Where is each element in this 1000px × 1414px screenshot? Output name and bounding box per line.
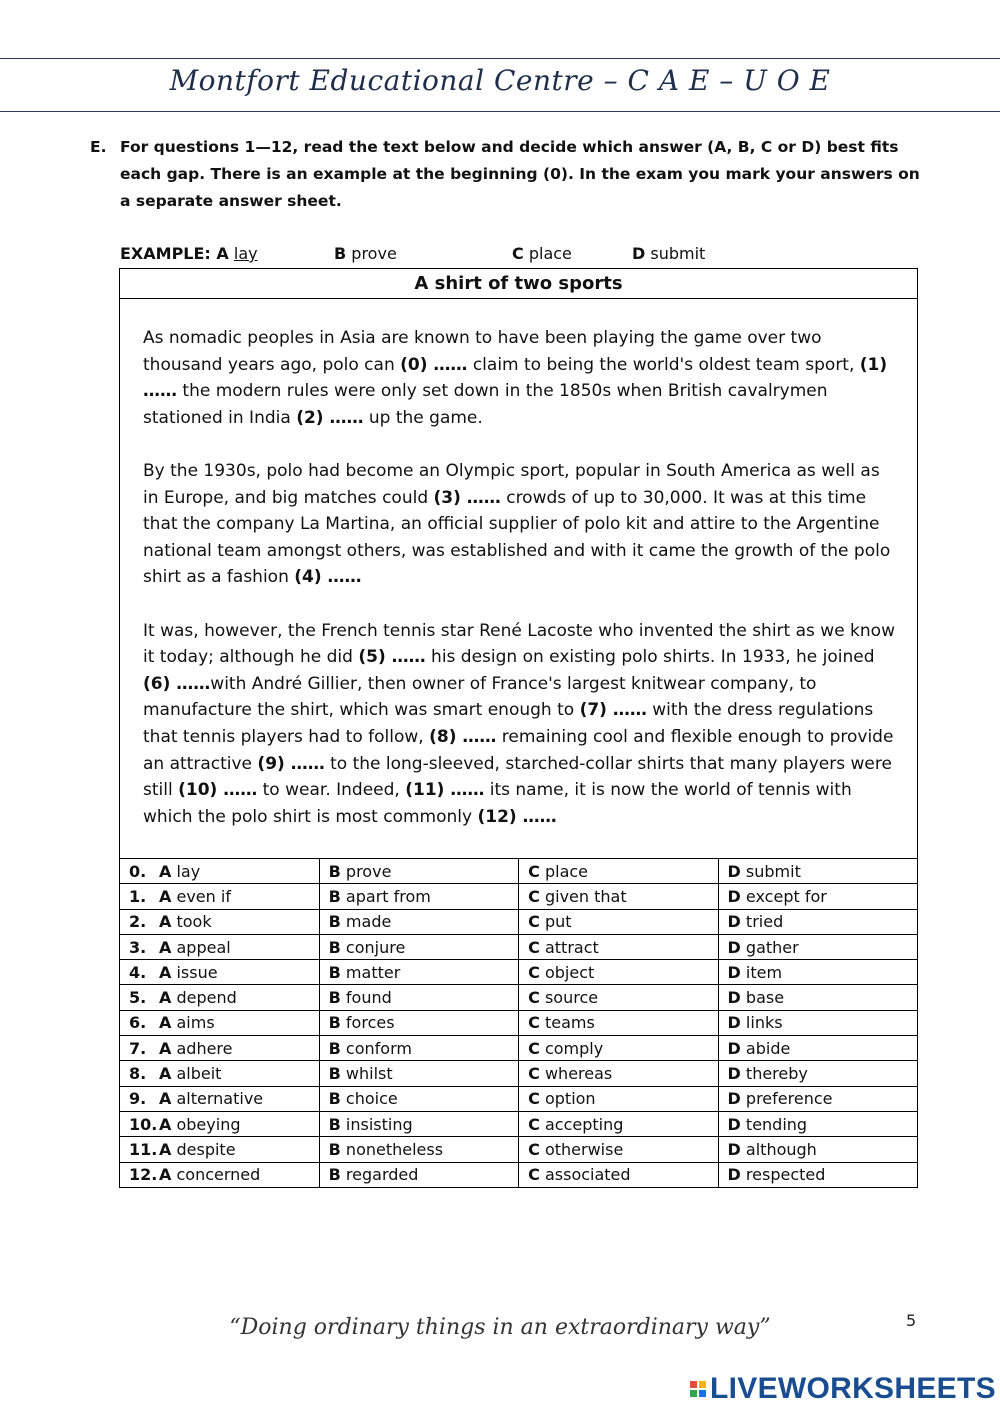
options-row-7: [120, 1036, 918, 1061]
gap-1: (1) ……: [143, 354, 888, 402]
option-letter: C: [528, 988, 540, 1008]
option-letter: B: [328, 1139, 341, 1159]
option-text: despite: [176, 1139, 236, 1159]
gap-8: (8) ……: [429, 726, 497, 747]
header-rule-bottom: [0, 111, 1000, 112]
option-0-c: [519, 859, 718, 884]
option-letter: C: [528, 1089, 540, 1109]
question-number: 11.: [129, 1139, 158, 1159]
option-letter: C: [528, 937, 540, 957]
options-row-10: [120, 1111, 918, 1136]
option-0-b: [319, 859, 519, 884]
option-letter: D: [727, 912, 741, 932]
option-7-a: [120, 1036, 320, 1061]
option-0-d: [718, 859, 917, 884]
option-5-b: [319, 985, 519, 1010]
option-letter: A: [159, 1064, 172, 1084]
option-10-c: [519, 1111, 718, 1136]
gap-5: (5) ……: [358, 647, 426, 668]
option-letter: D: [727, 1089, 741, 1109]
option-text: tending: [745, 1114, 808, 1134]
option-text: appeal: [176, 937, 231, 957]
option-5-a: [120, 985, 320, 1010]
option-6-b: [319, 1010, 519, 1035]
section-letter: E.: [90, 138, 107, 156]
option-4-a: [120, 960, 320, 985]
option-6-c: [519, 1010, 718, 1035]
option-letter: C: [528, 1139, 540, 1159]
option-11-d: [718, 1137, 917, 1162]
question-number: 9.: [129, 1089, 147, 1109]
option-8-d: [718, 1061, 917, 1086]
option-letter: D: [727, 937, 741, 957]
option-8-c: [519, 1061, 718, 1086]
gap-12: (12) ……: [477, 806, 557, 827]
option-letter: C: [528, 886, 540, 906]
example-answer-a: lay: [233, 244, 258, 263]
option-text: obeying: [176, 1114, 241, 1134]
option-4-b: [319, 960, 519, 985]
option-text: source: [544, 988, 599, 1008]
liveworksheets-logo-icon: [690, 1381, 706, 1397]
option-9-b: [319, 1086, 519, 1111]
option-3-d: [718, 934, 917, 959]
option-text: adhere: [176, 1038, 233, 1058]
option-2-a: [120, 909, 320, 934]
option-10-a: [120, 1111, 320, 1136]
option-text: lay: [176, 861, 201, 881]
question-number: 5.: [129, 988, 147, 1008]
liveworksheets-logo-text: LIVEWORKSHEETS: [710, 1372, 996, 1405]
option-text: object: [544, 962, 595, 982]
option-text: item: [745, 962, 783, 982]
option-7-b: [319, 1036, 519, 1061]
options-table: [119, 858, 918, 1188]
option-text: alternative: [176, 1089, 264, 1109]
option-letter: D: [727, 988, 741, 1008]
option-12-c: [519, 1162, 718, 1187]
option-letter: B: [328, 1089, 341, 1109]
example-option-d: D submit: [632, 244, 706, 263]
option-text: place: [544, 861, 589, 881]
option-text: apart from: [345, 886, 431, 906]
option-text: insisting: [345, 1114, 413, 1134]
gap-0: (0) ……: [400, 354, 468, 375]
option-text: abide: [745, 1038, 791, 1058]
option-letter: A: [159, 1089, 172, 1109]
option-text: links: [745, 1013, 783, 1033]
option-text: gather: [745, 937, 799, 957]
option-1-a: [120, 884, 320, 909]
option-letter: C: [528, 1038, 540, 1058]
option-letter: B: [328, 1114, 341, 1134]
option-letter: A: [159, 886, 172, 906]
option-text: option: [544, 1089, 596, 1109]
option-text: whilst: [345, 1064, 393, 1084]
gap-2: (2) ……: [296, 407, 364, 428]
option-text: albeit: [176, 1064, 222, 1084]
options-row-6: [120, 1010, 918, 1035]
option-letter: C: [528, 1114, 540, 1134]
option-8-b: [319, 1061, 519, 1086]
option-letter: D: [727, 1165, 741, 1185]
option-text: respected: [745, 1165, 826, 1185]
options-row-3: [120, 934, 918, 959]
option-letter: A: [159, 988, 172, 1008]
option-letter: C: [528, 962, 540, 982]
option-letter: B: [328, 1064, 341, 1084]
instructions-text: For questions 1—12, read the text below and decide which answer (A, B, C or D) best fits each gap. There is an example at the beginning (0). In the exam you mark your answers on a separate answer sheet.: [120, 138, 920, 210]
question-number: 10.: [129, 1114, 158, 1134]
option-4-d: [718, 960, 917, 985]
option-letter: C: [528, 861, 540, 881]
option-text: attract: [544, 937, 599, 957]
option-1-d: [718, 884, 917, 909]
gap-4: (4) ……: [294, 567, 362, 588]
option-letter: A: [159, 1114, 172, 1134]
option-letter: C: [528, 1165, 540, 1185]
option-text: associated: [544, 1165, 631, 1185]
option-letter: B: [328, 886, 341, 906]
option-2-c: [519, 909, 718, 934]
option-text: matter: [345, 962, 401, 982]
options-row-11: [120, 1137, 918, 1162]
option-letter: C: [528, 1013, 540, 1033]
option-text: teams: [544, 1013, 595, 1033]
option-10-b: [319, 1111, 519, 1136]
option-text: submit: [745, 861, 801, 881]
option-letter: D: [727, 1139, 741, 1159]
paragraph-3: It was, however, the French tennis star René Lacoste who invented the shirt as we know it today; although he did (5) …… his design on existing polo shirts. In 1933, he joined (6) ……with André Gillier, then owner of France's largest knitwear company, to manufacture the shirt, which was smart enough to (7) …… with the dress regulations that tennis players had to follow, (8) …… remaining cool and flexible enough to provide an attractive (9) …… to the long-sleeved, starched-collar shirts that many players were still (10) …… to wear. Indeed, (11) …… its name, it is now the world of tennis with which the polo shirt is most commonly (12) ……: [143, 620, 895, 827]
question-number: 12.: [129, 1165, 158, 1185]
option-letter: D: [727, 1013, 741, 1033]
option-text: tried: [745, 912, 784, 932]
options-row-1: [120, 884, 918, 909]
option-12-a: [120, 1162, 320, 1187]
gap-6: (6) ……: [143, 673, 211, 694]
gap-7: (7) ……: [579, 700, 647, 721]
option-letter: A: [159, 861, 172, 881]
option-text: given that: [544, 886, 627, 906]
option-text: depend: [176, 988, 237, 1008]
option-letter: B: [328, 988, 341, 1008]
option-6-a: [120, 1010, 320, 1035]
options-row-12: [120, 1162, 918, 1187]
option-letter: B: [328, 912, 341, 932]
paragraph-2: By the 1930s, polo had become an Olympic sport, popular in South America as well as in Europe, and big matches could (3) …… crowds of up to 30,000. It was at this time that the company La Martina, an official supplier of polo kit and attire to the Argentine national team amongst others, was established and with it came the growth of the polo shirt as a fashion (4) ……: [143, 460, 891, 588]
option-9-c: [519, 1086, 718, 1111]
option-letter: B: [328, 962, 341, 982]
question-number: 7.: [129, 1038, 147, 1058]
header-rule-top: [0, 58, 1000, 59]
option-6-d: [718, 1010, 917, 1035]
option-letter: A: [159, 1165, 172, 1185]
example-option-b: B prove: [334, 244, 397, 263]
option-4-c: [519, 960, 718, 985]
option-letter: A: [159, 1038, 172, 1058]
option-letter: D: [727, 962, 741, 982]
question-number: 3.: [129, 937, 147, 957]
passage-box: [119, 268, 918, 859]
option-letter: A: [159, 912, 172, 932]
footer-motto: “Doing ordinary things in an extraordinary way”: [229, 1315, 771, 1340]
option-text: even if: [176, 886, 231, 906]
question-number: 2.: [129, 912, 147, 932]
option-text: conform: [345, 1038, 412, 1058]
option-text: nonetheless: [345, 1139, 444, 1159]
option-3-b: [319, 934, 519, 959]
option-2-d: [718, 909, 917, 934]
option-1-c: [519, 884, 718, 909]
gap-3: (3) ……: [433, 487, 501, 508]
options-row-5: [120, 985, 918, 1010]
option-3-c: [519, 934, 718, 959]
option-text: otherwise: [544, 1139, 624, 1159]
passage-text: [120, 299, 917, 830]
option-letter: D: [727, 1114, 741, 1134]
option-11-c: [519, 1137, 718, 1162]
option-2-b: [319, 909, 519, 934]
option-letter: C: [528, 1064, 540, 1084]
option-letter: A: [159, 937, 172, 957]
option-12-b: [319, 1162, 519, 1187]
passage-title: A shirt of two sports: [120, 269, 917, 299]
question-number: 1.: [129, 886, 147, 906]
example-label: EXAMPLE: A lay: [120, 244, 258, 263]
option-text: base: [745, 988, 785, 1008]
option-5-c: [519, 985, 718, 1010]
option-text: prove: [345, 861, 392, 881]
option-text: aims: [176, 1013, 215, 1033]
option-letter: A: [159, 1013, 172, 1033]
option-text: put: [544, 912, 572, 932]
paragraph-1: As nomadic peoples in Asia are known to have been playing the game over two thousand years ago, polo can (0) …… claim to being the world's oldest team sport, (1) …… the modern rules were only set down in the 1850s when British cavalrymen stationed in India (2) …… up the game.: [143, 328, 888, 428]
instructions: [90, 134, 920, 215]
option-text: took: [176, 912, 212, 932]
option-1-b: [319, 884, 519, 909]
option-text: found: [345, 988, 392, 1008]
option-12-d: [718, 1162, 917, 1187]
option-text: issue: [176, 962, 218, 982]
option-text: preference: [745, 1089, 833, 1109]
option-text: concerned: [176, 1165, 261, 1185]
option-text: comply: [544, 1038, 604, 1058]
option-letter: B: [328, 861, 341, 881]
option-letter: B: [328, 1165, 341, 1185]
option-text: except for: [745, 886, 827, 906]
option-9-a: [120, 1086, 320, 1111]
example-line: [120, 244, 920, 266]
option-letter: D: [727, 886, 741, 906]
option-letter: D: [727, 861, 741, 881]
question-number: 4.: [129, 962, 147, 982]
options-row-9: [120, 1086, 918, 1111]
gap-11: (11) ……: [405, 780, 485, 801]
options-row-2: [120, 909, 918, 934]
option-letter: C: [528, 912, 540, 932]
option-text: made: [345, 912, 392, 932]
option-7-d: [718, 1036, 917, 1061]
page-header-title: Montfort Educational Centre – C A E – U O E: [169, 64, 831, 97]
example-option-c: C place: [512, 244, 572, 263]
option-text: conjure: [345, 937, 406, 957]
option-text: choice: [345, 1089, 398, 1109]
gap-9: (9) ……: [257, 753, 325, 774]
option-3-a: [120, 934, 320, 959]
option-8-a: [120, 1061, 320, 1086]
option-text: accepting: [544, 1114, 624, 1134]
question-number: 0.: [129, 861, 147, 881]
option-letter: B: [328, 1038, 341, 1058]
option-10-d: [718, 1111, 917, 1136]
option-text: thereby: [745, 1064, 808, 1084]
option-9-d: [718, 1086, 917, 1111]
option-letter: B: [328, 937, 341, 957]
options-row-8: [120, 1061, 918, 1086]
option-0-a: [120, 859, 320, 884]
gap-10: (10) ……: [178, 780, 258, 801]
option-7-c: [519, 1036, 718, 1061]
option-text: regarded: [345, 1165, 419, 1185]
option-11-a: [120, 1137, 320, 1162]
option-text: forces: [345, 1013, 395, 1033]
option-11-b: [319, 1137, 519, 1162]
options-row-4: [120, 960, 918, 985]
option-text: although: [745, 1139, 817, 1159]
liveworksheets-logo: [690, 1372, 996, 1406]
option-letter: A: [159, 962, 172, 982]
page-number: 5: [906, 1311, 917, 1330]
options-row-0: [120, 859, 918, 884]
question-number: 8.: [129, 1064, 147, 1084]
option-letter: A: [159, 1139, 172, 1159]
option-letter: B: [328, 1013, 341, 1033]
option-letter: D: [727, 1038, 741, 1058]
question-number: 6.: [129, 1013, 147, 1033]
option-text: whereas: [544, 1064, 613, 1084]
option-letter: D: [727, 1064, 741, 1084]
option-5-d: [718, 985, 917, 1010]
